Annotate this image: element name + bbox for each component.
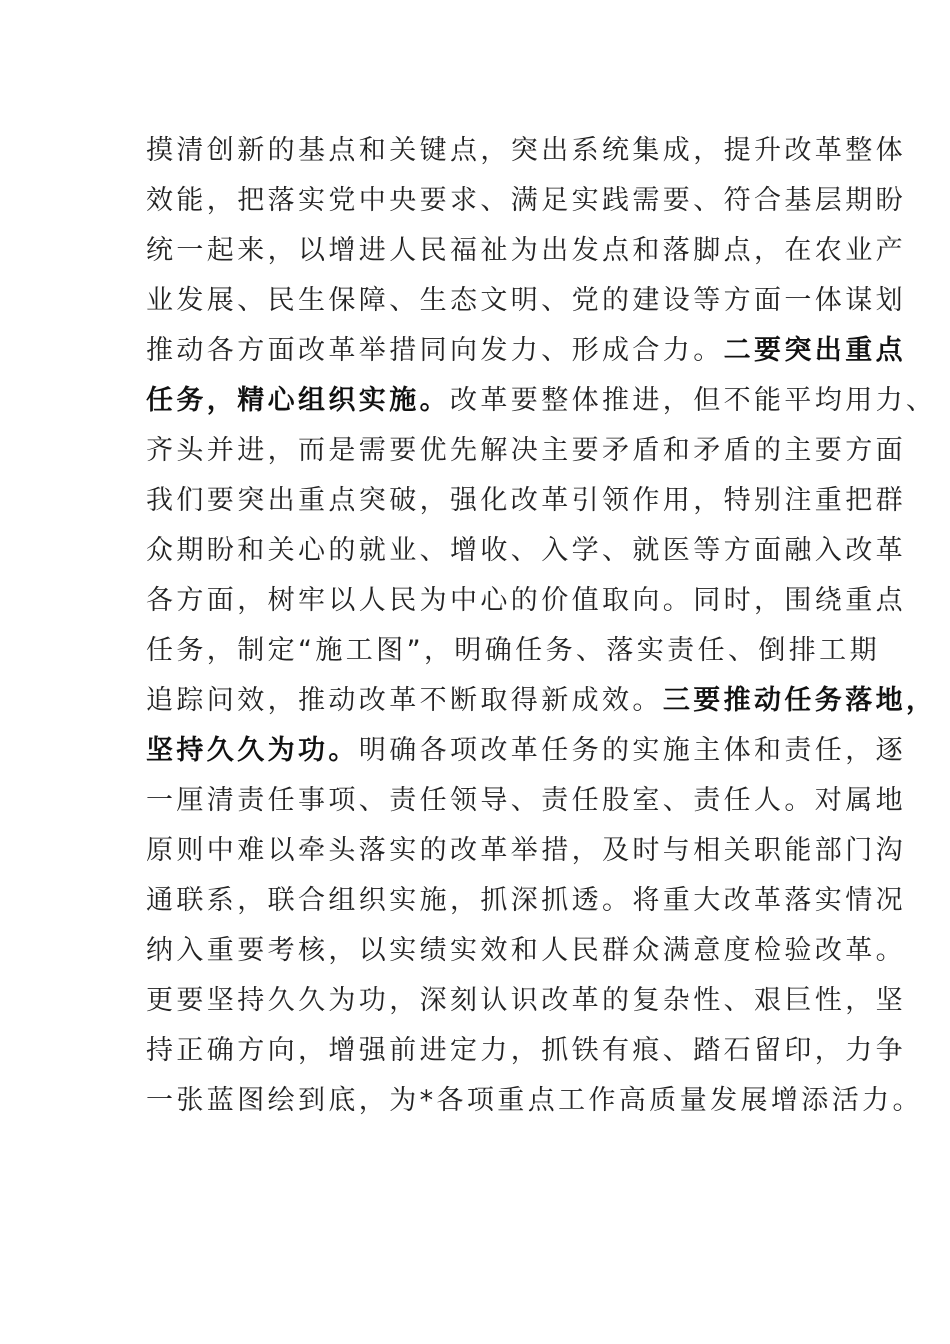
bold-heading-run: 二要突出重点 xyxy=(723,335,907,366)
text-run: 一张蓝图绘到底，为*各项重点工作高质量发展增添活力。 xyxy=(146,1085,923,1116)
text-run: 众期盼和关心的就业、增收、入学、就医等方面融入改革 xyxy=(146,535,906,566)
text-run: 改革要整体推进，但不能平均用力、 xyxy=(450,385,937,416)
text-run: 任务，制定“施工图”，明确任务、落实责任、倒排工期 xyxy=(146,635,880,666)
text-line xyxy=(146,526,906,576)
text-run: 业发展、民生保障、生态文明、党的建设等方面一体谋划 xyxy=(146,285,906,316)
text-line xyxy=(146,476,906,526)
text-run: 齐头并进，而是需要优先解决主要矛盾和矛盾的主要方面 xyxy=(146,435,906,466)
text-line xyxy=(146,326,907,376)
text-run: 追踪问效，推动改革不断取得新成效。 xyxy=(146,685,663,716)
bold-heading-run: 任务，精心组织实施。 xyxy=(146,385,450,416)
text-line xyxy=(146,126,906,176)
text-run: 各方面，树牢以人民为中心的价值取向。同时，围绕重点 xyxy=(146,585,906,616)
text-line xyxy=(146,426,906,476)
text-run: 推动各方面改革举措同向发力、形成合力。 xyxy=(146,335,724,366)
text-line xyxy=(146,1026,906,1076)
text-run: 我们要突出重点突破，强化改革引领作用，特别注重把群 xyxy=(146,485,906,516)
text-line xyxy=(146,376,937,426)
bold-heading-run: 三要推动任务落地， xyxy=(662,685,937,716)
body-paragraph xyxy=(146,126,937,1126)
text-line xyxy=(146,776,906,826)
text-run: 摸清创新的基点和关键点，突出系统集成，提升改革整体 xyxy=(146,135,906,166)
text-line xyxy=(146,226,906,276)
text-run: 统一起来，以增进人民福祉为出发点和落脚点，在农业产 xyxy=(146,235,906,266)
text-line xyxy=(146,626,880,676)
text-run: 持正确方向，增强前进定力，抓铁有痕、踏石留印，力争 xyxy=(146,1035,906,1066)
text-line xyxy=(146,676,937,726)
text-line xyxy=(146,926,906,976)
text-run: 一厘清责任事项、责任领导、责任股室、责任人。对属地 xyxy=(146,785,906,816)
text-line xyxy=(146,726,907,776)
text-line xyxy=(146,576,906,626)
text-line xyxy=(146,276,906,326)
text-run: 更要坚持久久为功，深刻认识改革的复杂性、艰巨性，坚 xyxy=(146,985,906,1016)
text-line xyxy=(146,976,906,1026)
text-run: 纳入重要考核，以实绩实效和人民群众满意度检验改革。 xyxy=(146,935,906,966)
text-run: 原则中难以牵头落实的改革举措，及时与相关职能部门沟 xyxy=(146,835,906,866)
text-run: 效能，把落实党中央要求、满足实践需要、符合基层期盼 xyxy=(146,185,906,216)
text-line xyxy=(146,1076,923,1126)
text-run: 明确各项改革任务的实施主体和责任，逐 xyxy=(358,735,907,766)
text-line xyxy=(146,176,906,226)
text-line xyxy=(146,826,906,876)
text-run: 通联系，联合组织实施，抓深抓透。将重大改革落实情况 xyxy=(146,885,906,916)
text-line xyxy=(146,876,906,926)
bold-heading-run: 坚持久久为功。 xyxy=(146,735,359,766)
